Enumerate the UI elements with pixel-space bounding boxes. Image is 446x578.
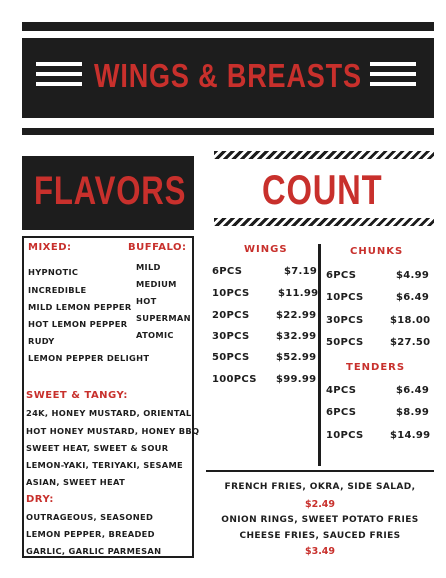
flavor-item: MILD bbox=[136, 262, 161, 272]
flavor-item: HOT LEMON PEPPER bbox=[28, 319, 128, 329]
tenders-qty: 4PCS bbox=[326, 385, 357, 396]
flavor-item: GARLIC, GARLIC PARMESAN bbox=[26, 546, 162, 556]
flavor-item: RUDY bbox=[28, 336, 55, 346]
header-stripe bbox=[370, 82, 416, 86]
sides-line: CHEESE FRIES, SAUCED FRIES bbox=[239, 531, 401, 541]
wings-qty: 6PCS bbox=[212, 266, 243, 277]
sides-line: ONION RINGS, SWEET POTATO FRIES bbox=[221, 515, 419, 525]
wings-price: $11.99 bbox=[278, 288, 319, 299]
flavor-item: OUTRAGEOUS, SEASONED bbox=[26, 512, 154, 522]
count-hatch-bottom bbox=[214, 218, 434, 226]
count-hatch-top bbox=[214, 151, 434, 159]
header-stripe bbox=[370, 62, 416, 66]
wings-price: $7.19 bbox=[284, 266, 318, 277]
chunks-qty: 30PCS bbox=[326, 315, 364, 326]
wings-qty: 100PCS bbox=[212, 374, 257, 385]
flavor-item: SWEET HEAT, SWEET & SOUR bbox=[26, 443, 169, 453]
flavor-item: HOT HONEY MUSTARD, HONEY BBQ bbox=[26, 426, 200, 436]
wings-price: $52.99 bbox=[276, 352, 317, 363]
sides-line: FRENCH FRIES, OKRA, SIDE SALAD, bbox=[224, 482, 416, 492]
wings-qty: 10PCS bbox=[212, 288, 250, 299]
chunks-price: $18.00 bbox=[390, 315, 431, 326]
wings-price: $99.99 bbox=[276, 374, 317, 385]
flavor-item: HYPNOTIC bbox=[28, 267, 79, 277]
wings-title: WINGS bbox=[244, 244, 288, 255]
count-heading: COUNT bbox=[262, 166, 383, 213]
chunks-price: $27.50 bbox=[390, 337, 431, 348]
page-title: WINGS & BREASTS bbox=[94, 57, 362, 94]
wings-price: $22.99 bbox=[276, 310, 317, 321]
chunks-qty: 6PCS bbox=[326, 270, 357, 281]
dry-label: DRY: bbox=[26, 494, 54, 505]
mixed-label: MIXED: bbox=[28, 242, 72, 253]
flavor-item: LEMON-YAKI, TERIYAKI, SESAME bbox=[26, 460, 183, 470]
header-stripe bbox=[36, 72, 82, 76]
tenders-price: $6.49 bbox=[396, 385, 430, 396]
header-stripe bbox=[36, 82, 82, 86]
flavor-item: MILD LEMON PEPPER bbox=[28, 302, 132, 312]
tenders-qty: 10PCS bbox=[326, 430, 364, 441]
flavor-item: 24K, HONEY MUSTARD, ORIENTAL bbox=[26, 408, 192, 418]
wings-qty: 30PCS bbox=[212, 331, 250, 342]
tenders-price: $14.99 bbox=[390, 430, 431, 441]
buffalo-label: BUFFALO: bbox=[128, 242, 187, 253]
wings-price: $32.99 bbox=[276, 331, 317, 342]
tenders-qty: 6PCS bbox=[326, 407, 357, 418]
header-top-rule bbox=[22, 22, 434, 31]
sides-price: $3.49 bbox=[304, 546, 336, 557]
sides-top-rule bbox=[206, 470, 434, 472]
chunks-title: CHUNKS bbox=[350, 246, 404, 257]
sweet-tangy-label: SWEET & TANGY: bbox=[26, 390, 128, 401]
tenders-title: TENDERS bbox=[346, 362, 406, 373]
header-bottom-rule bbox=[22, 128, 434, 135]
tenders-price: $8.99 bbox=[396, 407, 430, 418]
flavors-heading: FLAVORS bbox=[34, 169, 187, 213]
wings-qty: 20PCS bbox=[212, 310, 250, 321]
flavor-item: LEMON PEPPER, BREADED bbox=[26, 529, 155, 539]
wings-qty: 50PCS bbox=[212, 352, 250, 363]
chunks-price: $6.49 bbox=[396, 292, 430, 303]
flavor-item: SUPERMAN bbox=[136, 313, 191, 323]
flavor-item: ATOMIC bbox=[136, 330, 174, 340]
flavor-item: HOT bbox=[136, 296, 157, 306]
flavor-item: LEMON PEPPER DELIGHT bbox=[28, 353, 150, 363]
header-stripe bbox=[370, 72, 416, 76]
chunks-qty: 10PCS bbox=[326, 292, 364, 303]
flavor-item: INCREDIBLE bbox=[28, 285, 87, 295]
flavor-item: MEDIUM bbox=[136, 279, 177, 289]
header-stripe bbox=[36, 62, 82, 66]
sides-price: $2.49 bbox=[304, 499, 336, 510]
chunks-price: $4.99 bbox=[396, 270, 430, 281]
chunks-qty: 50PCS bbox=[326, 337, 364, 348]
flavor-item: ASIAN, SWEET HEAT bbox=[26, 477, 126, 487]
count-divider bbox=[318, 244, 321, 466]
